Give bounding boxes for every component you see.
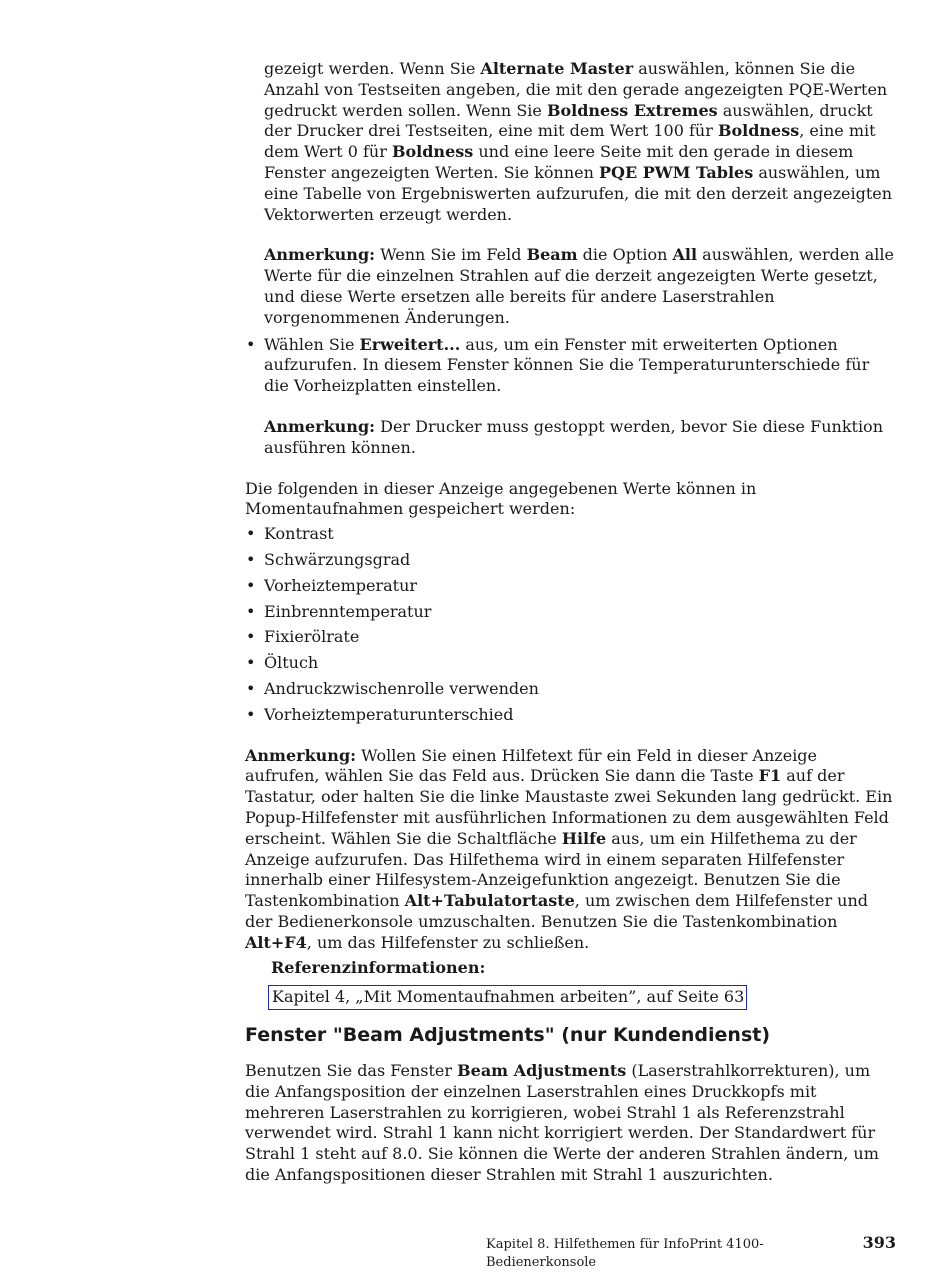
pqe-options-paragraph (264, 59, 895, 225)
text-run: Wollen Sie einen Hilfetext für ein Feld in dieser Anzeige aufrufen, wählen Sie das Feld aus. Drücken Sie dann die Taste (245, 745, 818, 786)
section-heading: Fenster "Beam Adjustments" (nur Kundendienst) (245, 1024, 771, 1047)
list-item: • Kontrast (245, 524, 895, 545)
text-run: aus, um ein Fenster mit erweiterten Optionen aufzurufen. In diesem Fenster können Sie die Temperaturunterschiede für die Vorheizplatten einstellen. (264, 334, 870, 396)
text-run: auswählen, werden alle Werte für die einzelnen Strahlen auf die derzeit angezeigten Werte gesetzt, und diese Werte ersetzen alle bereits für andere Laserstrahlen vorgenommenen Änderungen. (264, 245, 894, 327)
page-footer (486, 1234, 896, 1272)
text-run: auf der Tastatur, oder halten Sie die linke Maustaste zwei Sekunden lang gedrückt. Ein Popup-Hilfefenster mit ausführlichen Informationen zu dem ausgewählten Feld erscheint. Wählen Sie die Schaltfläche (245, 766, 893, 848)
text-run: , eine mit dem Wert 0 für (264, 121, 876, 162)
list-item: • Fixierölrate (245, 627, 895, 648)
note-label: Anmerkung: (264, 416, 376, 436)
snapshot-intro: Die folgenden in dieser Anzeige angegebenen Werte können in Momentaufnahmen gespeichert werden: (245, 478, 757, 519)
term-boldness-extremes: Boldness Extremes (546, 100, 718, 120)
term-boldness: Boldness (717, 121, 800, 141)
text-run: die Option (577, 245, 673, 265)
key-f1: F1 (758, 766, 782, 786)
text-run: Wählen Sie (264, 334, 360, 354)
erweitert-list (245, 335, 895, 459)
list-item: • Andruckzwischenrolle verwenden (245, 679, 895, 700)
erweitert-text (264, 335, 895, 397)
term-all: All (672, 245, 698, 265)
beam-adjustments-paragraph (245, 1061, 895, 1186)
text-run: (Laserstrahlkorrekturen), um die Anfangsposition der einzelnen Laserstrahlen eines Druckkopfs mit mehreren Laserstrahlen zu korrigieren, wobei Strahl 1 als Referenzstrahl verwendet wird. Strahl 1 kann nicht korrigiert werden. Der Standardwert für Strahl 1 steht auf 8.0. Sie können die Werte der anderen Strahlen ändern, um die Anfangspositionen dieser Strahlen mit Strahl 1 auszurichten. (245, 1061, 879, 1185)
term-erweitert: Erweitert... (359, 334, 461, 354)
list-item-erweitert (245, 335, 895, 459)
text-run: aus, um ein Hilfethema zu der Anzeige aufzurufen. Das Hilfethema wird in einem separaten Hilfefenster innerhalb einer Hilfesystem-Anzeigefunktion angezeigt. Benutzen Sie die Tastenkombination (245, 828, 857, 911)
key-alt-tab: Alt+Tabulatortaste (404, 891, 575, 911)
help-note (245, 746, 895, 954)
text-run: , um das Hilfefenster zu schließen. (306, 932, 590, 952)
list-item: • Vorheiztemperatur (245, 576, 895, 597)
text-run: und eine leere Seite mit den gerade in diesem Fenster angezeigten Werten. Sie können (264, 142, 854, 182)
printer-stop-note (264, 417, 895, 459)
note-label: Anmerkung: (245, 745, 357, 765)
page-number: 393 (862, 1233, 896, 1252)
snapshot-values-list (245, 524, 895, 725)
text-run: auswählen, um eine Tabelle von Ergebniswerten aufzurufen, die mit den derzeit angezeigten Vektorwerten erzeugt werden. (264, 162, 893, 224)
term-hilfe: Hilfe (561, 828, 607, 848)
list-item: • Einbrenntemperatur (245, 602, 895, 623)
term-pqe-pwm-tables: PQE PWM Tables (599, 162, 754, 182)
text-run: Wenn Sie im Feld (375, 245, 527, 265)
term-beam: Beam (526, 245, 578, 265)
text-run: gezeigt werden. Wenn Sie (264, 59, 481, 78)
list-item: • Schwärzungsgrad (245, 550, 895, 571)
reference-link[interactable]: Kapitel 4, „Mit Momentaufnahmen arbeiten”, auf Seite 63 (268, 985, 747, 1010)
footer-chapter: Kapitel 8. Hilfethemen für InfoPrint 4100-Bedienerkonsole (486, 1237, 764, 1270)
reference-title: Referenzinformationen: (271, 958, 486, 978)
term-boldness: Boldness (391, 142, 474, 162)
term-beam-adjustments: Beam Adjustments (457, 1061, 627, 1081)
note-label: Anmerkung: (264, 245, 376, 265)
content-column (245, 59, 895, 1186)
beam-note (264, 245, 895, 328)
key-alt-f4: Alt+F4 (245, 932, 307, 952)
text-run: auswählen, druckt der Drucker drei Testseiten, eine mit dem Wert 100 für (264, 100, 873, 141)
text-run: Benutzen Sie das Fenster (245, 1061, 458, 1081)
term-alternate-master: Alternate Master (480, 59, 634, 78)
list-item: • Öltuch (245, 653, 895, 674)
text-run: Der Drucker muss gestoppt werden, bevor Sie diese Funktion ausführen können. (264, 416, 883, 457)
text-run: , um zwischen dem Hilfefenster und der Bedienerkonsole umzuschalten. Benutzen Sie die Tastenkombination (245, 891, 869, 931)
list-item: • Vorheiztemperaturunterschied (245, 705, 895, 726)
text-run: auswählen, können Sie die Anzahl von Testseiten angeben, die mit den gerade angezeigten PQE-Werten gedruckt werden sollen. Wenn Sie (264, 59, 888, 120)
